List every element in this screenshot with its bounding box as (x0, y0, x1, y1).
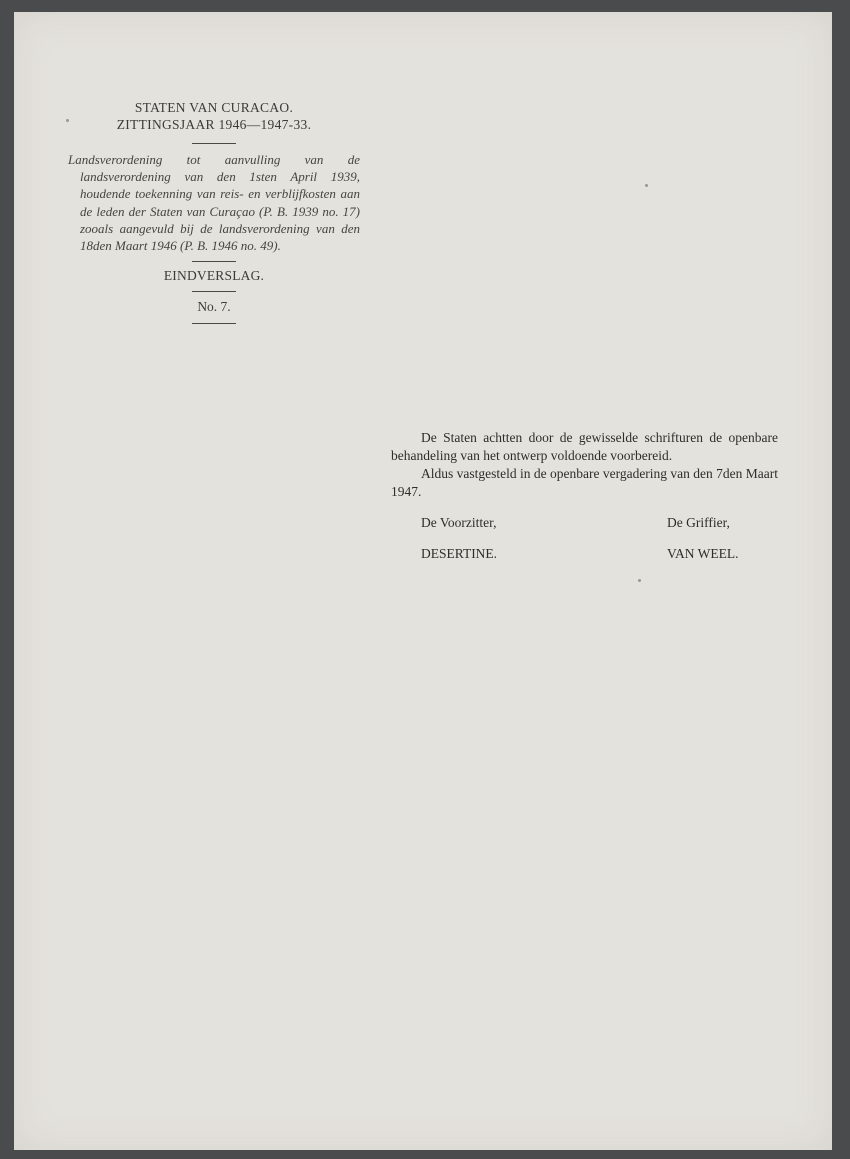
divider-rule (192, 261, 236, 262)
report-body (391, 429, 778, 563)
divider-rule (192, 291, 236, 292)
bill-title: Landsverordening tot aanvulling van de landsverordening van den 1sten April 1939, houdende toekenning van reis- en verblijfkosten aan de leden der Staten van Curaçao (P. B. 1939 no. 17) zooals aangevuld bij de landsverordening van den 18den Maart 1946 (P. B. 1946 no. 49). (68, 152, 360, 254)
title-block (68, 99, 360, 324)
body-paragraph-1: De Staten achtten door de gewisselde schrifturen de openbare behandeling van het ontwerp voldoende voorbereid. (391, 430, 778, 463)
clerk-name: VAN WEEL. (667, 546, 739, 561)
report-number: No. 7. (197, 299, 231, 315)
body-paragraph-2: Aldus vastgesteld in de openbare vergadering van den 7den Maart 1947. (391, 466, 779, 499)
header-line-2: ZITTINGSJAAR 1946—1947-33. (116, 117, 312, 132)
divider-rule (192, 323, 236, 324)
chair-name: DESERTINE. (421, 546, 498, 561)
header-line-1: STATEN VAN CURACAO. (134, 100, 294, 115)
signature-titles (391, 514, 778, 532)
paper-speck (66, 119, 69, 122)
paper-speck (645, 184, 648, 187)
signature-names (391, 545, 778, 563)
report-type: EINDVERSLAG. (163, 268, 265, 284)
clerk-title: De Griffier, (667, 515, 730, 530)
chair-title: De Voorzitter, (421, 515, 497, 530)
divider-rule (192, 143, 236, 144)
document-page (14, 12, 832, 1150)
paper-speck (638, 579, 641, 582)
